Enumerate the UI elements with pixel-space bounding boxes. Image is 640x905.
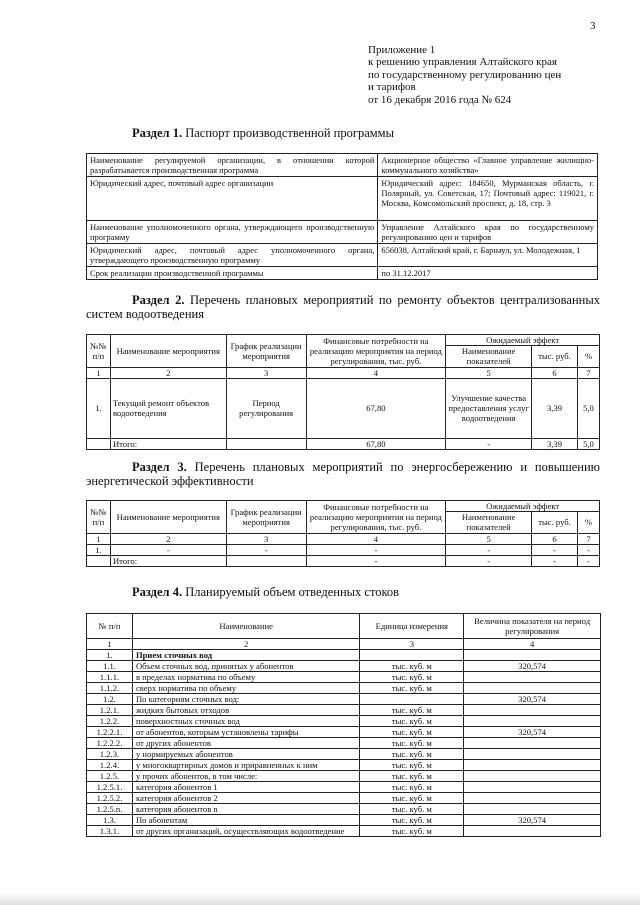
table-row <box>87 793 601 804</box>
col-header: График реализации мероприятия <box>226 501 306 534</box>
table-cell: 3,39 <box>532 378 578 438</box>
col-header: Наименование показателей <box>446 346 532 367</box>
table-cell <box>464 749 601 760</box>
table-row <box>87 705 601 716</box>
table-row <box>87 438 600 449</box>
table-cell: сверх норматива по объему <box>132 683 359 694</box>
table-row <box>87 749 601 760</box>
col-number: 2 <box>110 533 226 544</box>
section2-heading <box>86 293 600 321</box>
table-cell: в пределах норматива по объему <box>132 672 359 683</box>
table-cell: 1. <box>87 650 133 661</box>
table-cell: 3,39 <box>532 438 578 449</box>
table-row <box>87 672 601 683</box>
table-cell: - <box>532 556 578 567</box>
table-cell <box>87 438 111 449</box>
table-cell <box>464 672 601 683</box>
table-cell: - <box>532 544 578 555</box>
col-header: График реализации мероприятия <box>226 335 306 368</box>
col-header: Ожидаемый эффект <box>446 335 600 346</box>
table-cell: 320,574 <box>464 661 601 672</box>
table-cell: Управление Алтайского края по государственному регулированию цен и тарифов <box>378 221 598 244</box>
table-cell <box>464 793 601 804</box>
table-cell: тыс. куб. м <box>360 771 464 782</box>
table-row <box>87 661 601 672</box>
section1-title: Паспорт производственной программы <box>185 126 394 140</box>
table-row <box>87 826 601 837</box>
table-cell: тыс. куб. м <box>360 727 464 738</box>
table-cell: 1.2.5.1. <box>87 782 133 793</box>
col-header: Наименование мероприятия <box>110 335 226 368</box>
appendix-header <box>368 44 608 106</box>
table-cell: Юридический адрес, почтовый адрес уполномоченного органа, утверждающего производственную программу <box>87 244 378 267</box>
table-cell: категория абонентов 2 <box>132 793 359 804</box>
appendix-line: по государственному регулированию цен <box>368 68 562 81</box>
col-number: 1 <box>87 367 111 378</box>
table-cell: 320,574 <box>464 694 601 705</box>
table-header-row <box>87 614 601 639</box>
table-cell: 1.1. <box>87 661 133 672</box>
col-number: 5 <box>446 367 532 378</box>
table-cell: тыс. куб. м <box>360 749 464 760</box>
table-row <box>87 221 598 244</box>
section4-title: Планируемый объем отведенных стоков <box>185 585 400 599</box>
table-cell: 320,574 <box>464 727 601 738</box>
table-cell: Акционерное общество «Главное управление жилищно-коммунального хозяйства» <box>378 154 598 177</box>
table-row <box>87 533 600 544</box>
table-cell: - <box>446 438 532 449</box>
table-cell: Текущий ремонт объектов водоотведения <box>110 378 226 438</box>
col-header: Величина показателя на период регулирования <box>464 614 601 639</box>
table-cell: 1.2.2. <box>87 716 133 727</box>
table-cell <box>464 760 601 771</box>
energy-table <box>86 500 600 567</box>
table-cell <box>87 556 111 567</box>
table-cell: Наименование уполномоченного органа, утверждающего производственную программу <box>87 221 378 244</box>
col-header: Финансовые потребности на реализацию мероприятия на период регулирования, тыс. руб. <box>306 501 446 534</box>
table-row <box>87 694 601 705</box>
table-row <box>87 367 600 378</box>
table-row <box>87 177 598 221</box>
table-cell: тыс. куб. м <box>360 683 464 694</box>
col-header: № п/п <box>87 614 133 639</box>
table-cell: - <box>226 544 306 555</box>
col-header: % <box>577 346 599 367</box>
col-header: Единица измерения <box>360 614 464 639</box>
table-cell: 1.2.2.2. <box>87 738 133 749</box>
table-cell: тыс. куб. м <box>360 738 464 749</box>
section2-label: Раздел 2. <box>132 293 185 307</box>
table-cell: 5,0 <box>577 438 599 449</box>
table-cell: тыс. куб. м <box>360 826 464 837</box>
table-cell: от абонентов, которым установлены тарифы <box>132 727 359 738</box>
table-cell: Срок реализации производственной программы <box>87 267 378 280</box>
col-number: 6 <box>532 533 578 544</box>
table-cell: 1.3. <box>87 815 133 826</box>
section4-label: Раздел 4. <box>132 585 183 599</box>
table-cell: 1.2.5.n. <box>87 804 133 815</box>
table-cell <box>360 694 464 705</box>
table-cell <box>464 683 601 694</box>
col-header: тыс. руб. <box>532 512 578 533</box>
section2-title: Перечень плановых мероприятий по ремонту объектов централизованных систем водоотведения <box>86 293 600 321</box>
table-row <box>87 556 600 567</box>
col-number: 6 <box>532 367 578 378</box>
table-row <box>87 544 600 555</box>
table-cell: - <box>110 544 226 555</box>
table-cell: - <box>306 544 446 555</box>
appendix-line: Приложение 1 <box>368 44 436 56</box>
col-header: №№ п/п <box>87 501 111 534</box>
col-number: 7 <box>578 533 600 544</box>
table-row <box>87 639 601 650</box>
table-cell: категория абонентов n <box>132 804 359 815</box>
sewage-volume-body <box>87 650 601 837</box>
col-number: 1 <box>87 639 133 650</box>
col-number: 4 <box>464 639 601 650</box>
table-cell: Юридический адрес: 184650, Мурманская область, г. Полярный, ул. Советская, 17; Почтовый адрес: 119021, г. Москва, Комсомольский проспект, д. 18, стр. 3 <box>378 177 598 221</box>
col-header: Наименование показателей <box>446 512 532 533</box>
table-cell: категория абонентов 1 <box>132 782 359 793</box>
table-row <box>87 716 601 727</box>
table-cell: тыс. куб. м <box>360 661 464 672</box>
appendix-line: к решению управления Алтайского края <box>368 56 557 69</box>
table-cell: По абонентам <box>132 815 359 826</box>
table-cell: тыс. куб. м <box>360 793 464 804</box>
table-cell <box>464 705 601 716</box>
table-cell: 1.1.2. <box>87 683 133 694</box>
col-number: 1 <box>87 533 111 544</box>
table-cell: - <box>306 556 446 567</box>
passport-table <box>86 153 598 280</box>
table-cell <box>464 716 601 727</box>
appendix-line: и тарифов <box>368 81 416 94</box>
table-cell: 67,80 <box>306 438 446 449</box>
table-cell: 1.3.1. <box>87 826 133 837</box>
col-number: 2 <box>110 367 226 378</box>
table-cell: тыс. куб. м <box>360 705 464 716</box>
col-header: тыс. руб. <box>532 346 578 367</box>
table-cell: По категориям сточных вод: <box>132 694 359 705</box>
sewage-volume-table <box>86 613 601 837</box>
appendix-line: от 16 декабря 2016 года № 624 <box>368 93 512 106</box>
repair-table <box>86 334 600 450</box>
table-row <box>87 815 601 826</box>
table-cell: 1.2.5.2. <box>87 793 133 804</box>
table-cell: тыс. куб. м <box>360 716 464 727</box>
table-cell: Итого: <box>110 438 226 449</box>
table-cell: 1. <box>87 544 111 555</box>
section3-heading <box>86 460 600 488</box>
scan-edge <box>0 893 640 905</box>
section1-label: Раздел 1. <box>132 126 183 140</box>
table-cell: тыс. куб. м <box>360 815 464 826</box>
table-cell: 1.2.3. <box>87 749 133 760</box>
table-cell: Улучшение качества предоставления услуг водоотведения <box>446 378 532 438</box>
table-cell: тыс. куб. м <box>360 760 464 771</box>
table-cell: 1.2.5. <box>87 771 133 782</box>
col-number: 4 <box>306 367 446 378</box>
col-number: 3 <box>360 639 464 650</box>
table-cell: 1. <box>87 378 111 438</box>
table-cell: тыс. куб. м <box>360 782 464 793</box>
table-cell: тыс. куб. м <box>360 672 464 683</box>
col-number: 2 <box>132 639 359 650</box>
table-cell: Объем сточных вод, принятых у абонентов <box>132 661 359 672</box>
table-cell: - <box>578 544 600 555</box>
table-cell: 1.2. <box>87 694 133 705</box>
col-number: 4 <box>306 533 446 544</box>
table-row <box>87 378 600 438</box>
table-cell: поверхностных сточных вод <box>132 716 359 727</box>
table-cell: 1.2.2.1. <box>87 727 133 738</box>
col-header: №№ п/п <box>87 335 111 368</box>
table-cell <box>464 782 601 793</box>
table-row <box>87 267 598 280</box>
col-number: 3 <box>226 533 306 544</box>
col-number: 5 <box>446 533 532 544</box>
table-cell <box>464 826 601 837</box>
table-cell: - <box>446 544 532 555</box>
table-cell <box>226 556 306 567</box>
table-cell: 656038, Алтайский край, г. Барнаул, ул. Молодежная, 1 <box>378 244 598 267</box>
table-cell: 1.2.4. <box>87 760 133 771</box>
col-header: % <box>578 512 600 533</box>
table-cell: 67,80 <box>306 378 446 438</box>
page-number: 3 <box>590 20 596 32</box>
col-header: Финансовые потребности на реализацию мероприятия на период регулирования, тыс. руб. <box>306 335 446 368</box>
section1-heading <box>132 126 394 141</box>
table-cell <box>226 438 306 449</box>
table-row <box>87 804 601 815</box>
table-cell: Юридический адрес, почтовый адрес организации <box>87 177 378 221</box>
section3-title: Перечень плановых мероприятий по энергосбережению и повышению энергетической эффективности <box>86 460 601 488</box>
table-row <box>87 782 601 793</box>
table-cell: Итого: <box>110 556 226 567</box>
col-number: 3 <box>226 367 306 378</box>
table-cell: у прочих абонентов, в том числе: <box>132 771 359 782</box>
table-cell: - <box>578 556 600 567</box>
table-row <box>87 760 601 771</box>
col-header: Наименование <box>132 614 359 639</box>
table-cell: 1.1.1. <box>87 672 133 683</box>
table-cell <box>464 650 601 661</box>
table-cell: от других абонентов <box>132 738 359 749</box>
table-cell: - <box>446 556 532 567</box>
table-cell <box>464 804 601 815</box>
table-cell: от других организаций, осуществляющих водоотведение <box>132 826 359 837</box>
table-cell: 1.2.1. <box>87 705 133 716</box>
table-header-row <box>87 501 600 512</box>
table-cell <box>360 650 464 661</box>
table-cell: по 31.12.2017 <box>378 267 598 280</box>
table-row <box>87 771 601 782</box>
section4-heading <box>132 585 399 600</box>
col-number: 7 <box>577 367 599 378</box>
table-cell <box>464 738 601 749</box>
table-cell: Период регулирования <box>226 378 306 438</box>
table-cell: у многоквартирных домов и приравненных к ним <box>132 760 359 771</box>
table-cell: у нормируемых абонентов <box>132 749 359 760</box>
table-cell: Прием сточных вод <box>132 650 359 661</box>
table-cell: тыс. куб. м <box>360 804 464 815</box>
table-header-row <box>87 335 600 346</box>
table-row <box>87 738 601 749</box>
table-row <box>87 683 601 694</box>
col-header: Ожидаемый эффект <box>446 501 600 512</box>
table-row <box>87 650 601 661</box>
table-row <box>87 727 601 738</box>
table-cell: 5,0 <box>577 378 599 438</box>
col-header: Наименование мероприятия <box>110 501 226 534</box>
table-cell: жидких бытовых отходов <box>132 705 359 716</box>
table-row <box>87 154 598 177</box>
table-cell: Наименование регулируемой организации, в отношении которой разрабатывается производственная программа <box>87 154 378 177</box>
table-cell <box>464 771 601 782</box>
table-row <box>87 244 598 267</box>
table-cell: 320,574 <box>464 815 601 826</box>
section3-label: Раздел 3. <box>132 460 187 474</box>
